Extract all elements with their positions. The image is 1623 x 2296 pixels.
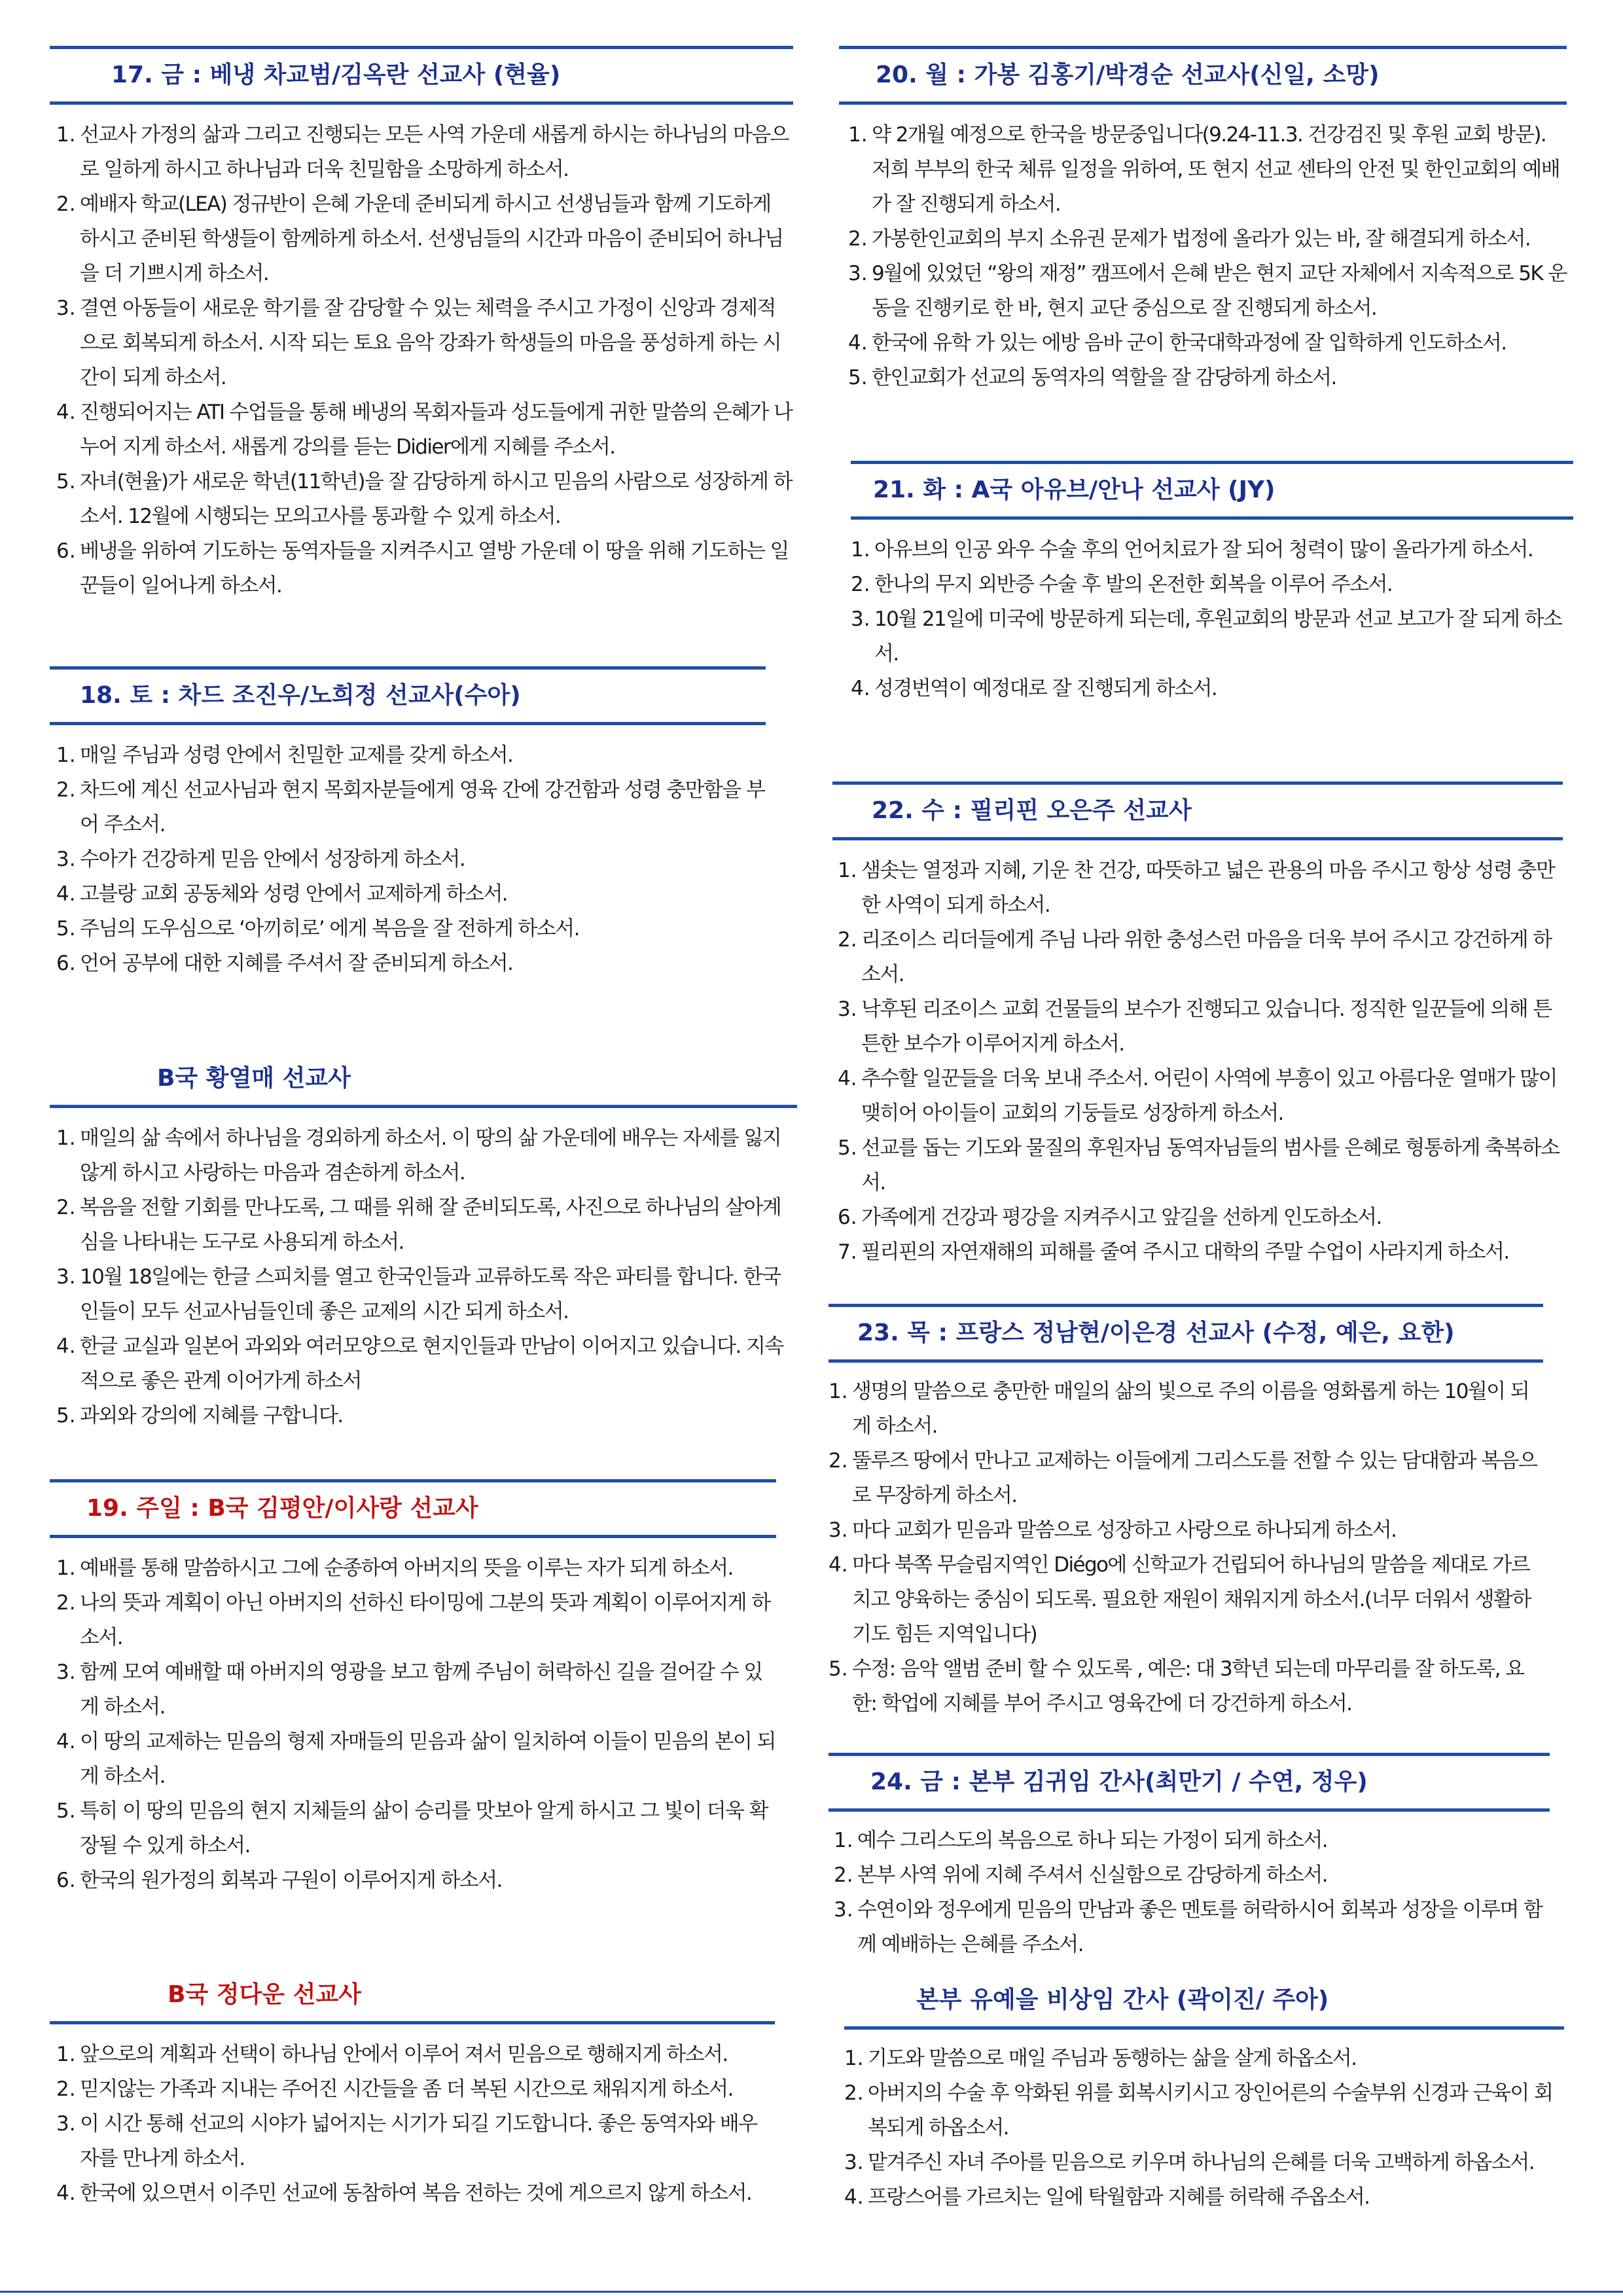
item-text: 한나의 무지 외반증 수술 후 발의 온전한 회복을 이루어 주소서. bbox=[874, 573, 1393, 596]
item-number: 2. bbox=[834, 1863, 853, 1887]
prayer-item bbox=[56, 118, 793, 187]
item-number: 5. bbox=[838, 1136, 857, 1160]
item-number: 1. bbox=[56, 123, 76, 147]
item-text: 10월 21일에 미국에 방문하게 되는데, 후원교회의 방문과 선교 보고가 잘 되게 하소서. bbox=[874, 607, 1562, 666]
item-number: 3. bbox=[844, 2151, 864, 2174]
item-text: 매일의 삶 속에서 하나님을 경외하게 하소서. 이 땅의 삶 가운데에 배우는 자세를 잃지 않게 하시고 사랑하는 마음과 겸손하게 하소서. bbox=[80, 1126, 781, 1185]
item-number: 4. bbox=[56, 1335, 76, 1358]
item-text: 추수할 일꾼들을 더욱 보내 주소서. 어린이 사역에 부흥이 있고 아름다운 열매가 많이 맺히어 아이들이 교회의 기둥들로 성장하게 하소서. bbox=[861, 1067, 1557, 1125]
item-number: 1. bbox=[56, 2043, 76, 2066]
prayer-item bbox=[838, 992, 1563, 1062]
item-number: 5. bbox=[56, 917, 76, 941]
item-number: 1. bbox=[844, 2047, 864, 2070]
item-number: 1. bbox=[56, 1556, 76, 1580]
item-text: 아버지의 수술 후 악화된 위를 회복시키시고 장인어른의 수술부위 신경과 근육이 회복되게 하옵소서. bbox=[868, 2081, 1553, 2140]
prayer-list bbox=[829, 1374, 1543, 1721]
item-number: 1. bbox=[851, 538, 870, 562]
section-24-headquarters-kim bbox=[829, 1753, 1550, 1962]
section-bottom-rule bbox=[851, 516, 1573, 520]
prayer-list bbox=[50, 1121, 797, 1433]
section-title: 18. 토 : 차드 조진우/노희정 선교사(수아) bbox=[80, 682, 521, 709]
item-text: 베냉을 위하여 기도하는 동역자들을 지켜주시고 열방 가운데 이 땅을 위해 기도하는 일꾼들이 일어나게 하소서. bbox=[80, 539, 789, 598]
section-title: 17. 금 : 베냉 차교범/김옥란 선교사 (현율) bbox=[111, 62, 561, 88]
prayer-item bbox=[56, 1863, 776, 1898]
item-number: 3. bbox=[838, 997, 857, 1021]
item-text: 가봉한인교회의 부지 소유권 문제가 법정에 올라가 있는 바, 잘 해결되게 하소서. bbox=[872, 227, 1531, 251]
item-number: 6. bbox=[56, 539, 76, 563]
item-number: 4. bbox=[838, 1067, 857, 1090]
prayer-list bbox=[832, 853, 1563, 1270]
item-text: 한인교회가 선교의 동역자의 역할을 잘 감당하게 하소서. bbox=[872, 366, 1336, 389]
prayer-item bbox=[56, 738, 766, 773]
prayer-item bbox=[848, 257, 1567, 326]
section-headquarters-yu bbox=[844, 1974, 1564, 2215]
prayer-item bbox=[56, 1551, 776, 1586]
section-bottom-rule bbox=[839, 101, 1567, 105]
prayer-item bbox=[56, 465, 793, 534]
item-text: 주님의 도우심으로 ‘아끼히로’ 에게 복음을 잘 전하게 하소서. bbox=[80, 917, 579, 941]
item-number: 2. bbox=[56, 778, 76, 802]
item-number: 2. bbox=[56, 1196, 76, 1219]
prayer-item bbox=[56, 1121, 797, 1191]
section-bottom-rule bbox=[50, 1105, 797, 1108]
section-title: 23. 목 : 프랑스 정남현/이은경 선교사 (수정, 예은, 요한) bbox=[857, 1319, 1455, 1346]
prayer-item bbox=[829, 1652, 1543, 1721]
item-text: 마다 교회가 믿음과 말씀으로 성장하고 사랑으로 하나되게 하소서. bbox=[852, 1518, 1397, 1542]
item-number: 4. bbox=[56, 2181, 76, 2205]
prayer-item bbox=[56, 2037, 775, 2072]
item-number: 2. bbox=[829, 1449, 848, 1473]
prayer-item bbox=[834, 1893, 1550, 1962]
prayer-list bbox=[50, 2037, 775, 2211]
item-text: 매일 주님과 성령 안에서 친밀한 교제를 갖게 하소서. bbox=[80, 744, 513, 767]
prayer-list bbox=[839, 118, 1567, 395]
section-bottom-rule bbox=[50, 722, 766, 725]
item-text: 맡겨주신 자녀 주아를 믿음으로 키우며 하나님의 은혜를 더욱 고백하게 하옵소서. bbox=[868, 2151, 1534, 2174]
item-text: 선교를 돕는 기도와 물질의 후원자님 동역자님들의 범사를 은혜로 형통하게 축복하소서. bbox=[861, 1136, 1560, 1194]
item-number: 4. bbox=[851, 677, 870, 700]
item-number: 3. bbox=[834, 1898, 853, 1922]
item-number: 2. bbox=[851, 573, 870, 596]
item-number: 5. bbox=[829, 1657, 848, 1681]
page-bottom-rule bbox=[0, 2291, 1623, 2293]
section-title: 22. 수 : 필리핀 오은주 선교사 bbox=[872, 797, 1192, 824]
item-number: 4. bbox=[56, 401, 76, 424]
item-number: 1. bbox=[848, 123, 868, 147]
item-text: 이 땅의 교제하는 믿음의 형제 자매들의 믿음과 삶이 일치하여 이들이 믿음의 본이 되게 하소서. bbox=[80, 1730, 776, 1788]
section-18-chad bbox=[50, 666, 766, 981]
item-number: 6. bbox=[56, 1869, 76, 1892]
section-bottom-rule bbox=[844, 2026, 1564, 2030]
prayer-item bbox=[56, 912, 766, 946]
item-text: 본부 사역 위에 지혜 주셔서 신실함으로 감당하게 하소서. bbox=[857, 1863, 1327, 1887]
section-title: 24. 금 : 본부 김귀임 간사(최만기 / 수연, 정우) bbox=[870, 1768, 1368, 1795]
item-number: 2. bbox=[56, 1591, 76, 1615]
prayer-item bbox=[851, 672, 1573, 706]
item-number: 6. bbox=[56, 952, 76, 975]
item-text: 수아가 건강하게 믿음 안에서 성장하게 하소서. bbox=[80, 848, 465, 871]
section-bottom-rule bbox=[50, 2021, 775, 2024]
item-text: 자녀(현율)가 새로운 학년(11학년)을 잘 감당하게 하시고 믿음의 사람으로 성장하게 하소서. 12월에 시행되는 모의고사를 통과할 수 있게 하소서. bbox=[80, 470, 792, 528]
prayer-item bbox=[829, 1548, 1543, 1652]
prayer-item bbox=[844, 2145, 1564, 2180]
item-number: 3. bbox=[829, 1518, 848, 1542]
item-text: 수연이와 정우에게 믿음의 만남과 좋은 멘토를 허락하시어 회복과 성장을 이루며 함께 예배하는 은혜를 주소서. bbox=[857, 1898, 1543, 1956]
prayer-item bbox=[56, 877, 766, 912]
item-number: 2. bbox=[56, 192, 76, 216]
prayer-item bbox=[848, 361, 1567, 395]
item-text: 예배를 통해 말씀하시고 그에 순종하여 아버지의 뜻을 이루는 자가 되게 하소서. bbox=[80, 1556, 733, 1580]
prayer-list bbox=[844, 2041, 1564, 2215]
prayer-item bbox=[56, 2107, 775, 2176]
item-number: 4. bbox=[56, 882, 76, 906]
item-number: 3. bbox=[56, 1660, 76, 1684]
item-number: 4. bbox=[829, 1553, 848, 1577]
item-text: 특히 이 땅의 믿음의 현지 지체들의 삶이 승리를 맛보아 알게 하시고 그 빛이 더욱 확장될 수 있게 하소서. bbox=[80, 1799, 768, 1857]
item-number: 2. bbox=[844, 2081, 864, 2105]
item-number: 2. bbox=[848, 227, 868, 251]
prayer-item bbox=[834, 1858, 1550, 1893]
section-19-b-country-kim bbox=[50, 1479, 776, 1898]
item-number: 2. bbox=[56, 2077, 76, 2101]
item-text: 이 시간 통해 선교의 시야가 넓어지는 시기가 되길 기도합니다. 좋은 동역자와 배우자를 만나게 하소서. bbox=[80, 2112, 757, 2170]
item-text: 리조이스 리더들에게 주님 나라 위한 충성스런 마음을 더욱 부어 주시고 강건하게 하소서. bbox=[861, 928, 1552, 986]
item-text: 9월에 있었던 “왕의 재정” 캠프에서 은혜 받은 현지 교단 자체에서 지속적으로 5K 운동을 진행키로 한 바, 현지 교단 중심으로 잘 진행되게 하소서. bbox=[872, 262, 1567, 320]
section-bottom-rule bbox=[50, 101, 793, 105]
prayer-item bbox=[829, 1513, 1543, 1548]
prayer-list bbox=[851, 533, 1573, 706]
prayer-item bbox=[844, 2041, 1564, 2076]
item-text: 아유브의 인공 와우 수술 후의 언어치료가 잘 되어 청력이 많이 올라가게 하소서. bbox=[874, 538, 1533, 562]
item-text: 복음을 전할 기회를 만나도록, 그 때를 위해 잘 준비되도록, 사진으로 하나님의 살아계심을 나타내는 도구로 사용되게 하소서. bbox=[80, 1196, 781, 1254]
item-text: 앞으로의 계획과 선택이 하나님 안에서 이루어 져서 믿음으로 행해지게 하소서. bbox=[80, 2043, 728, 2066]
section-20-gabon bbox=[839, 46, 1567, 395]
item-text: 뚤루즈 땅에서 만나고 교제하는 이들에게 그리스도를 전할 수 있는 담대함과 복음으로 무장하게 하소서. bbox=[852, 1449, 1537, 1507]
item-number: 4. bbox=[848, 331, 868, 355]
item-text: 수정: 음악 앨범 준비 할 수 있도록 , 예은: 대 3학년 되는데 마무리를 잘 하도록, 요한: 학업에 지혜를 부어 주시고 영육간에 더 강건하게 하소서. bbox=[852, 1657, 1524, 1715]
item-number: 5. bbox=[56, 1799, 76, 1823]
item-text: 낙후된 리조이스 교회 건물들의 보수가 진행되고 있습니다. 정직한 일꾼들에 의해 튼튼한 보수가 이루어지게 하소서. bbox=[861, 997, 1552, 1056]
prayer-item bbox=[848, 118, 1567, 222]
prayer-item bbox=[851, 533, 1573, 567]
prayer-item bbox=[838, 1131, 1563, 1200]
item-number: 5. bbox=[56, 1404, 76, 1427]
item-number: 3. bbox=[56, 848, 76, 871]
item-text: 언어 공부에 대한 지혜를 주셔서 잘 준비되게 하소서. bbox=[80, 952, 513, 975]
prayer-item bbox=[56, 534, 793, 603]
item-number: 3. bbox=[848, 262, 868, 285]
section-b-country-hwang bbox=[50, 1052, 797, 1433]
prayer-item bbox=[56, 946, 766, 981]
prayer-item bbox=[56, 1725, 776, 1794]
prayer-item bbox=[844, 2180, 1564, 2215]
item-text: 결연 아동들이 새로운 학기를 잘 감당할 수 있는 체력을 주시고 가정이 신앙과 경제적으로 회복되게 하소서. 시작 되는 토요 음악 강좌가 학생들의 마음을 풍성하게 하는 시간이 되게 하소서. bbox=[80, 296, 781, 389]
section-title: 20. 월 : 가봉 김홍기/박경순 선교사(신일, 소망) bbox=[876, 62, 1380, 88]
item-number: 7. bbox=[838, 1240, 857, 1264]
item-text: 선교사 가정의 삶과 그리고 진행되는 모든 사역 가운데 새롭게 하시는 하나님의 마음으로 일하게 하시고 하나님과 더욱 친밀함을 소망하게 하소서. bbox=[80, 123, 789, 181]
item-number: 1. bbox=[56, 744, 76, 767]
item-number: 5. bbox=[56, 470, 76, 493]
prayer-item bbox=[56, 1794, 776, 1863]
item-text: 가족에게 건강과 평강을 지켜주시고 앞길을 선하게 인도하소서. bbox=[861, 1206, 1382, 1229]
prayer-item bbox=[851, 602, 1573, 672]
prayer-item bbox=[56, 842, 766, 877]
item-number: 1. bbox=[829, 1380, 848, 1403]
item-number: 5. bbox=[848, 366, 868, 389]
item-text: 나의 뜻과 계획이 아닌 아버지의 선하신 타이밍에 그분의 뜻과 계획이 이루어지게 하소서. bbox=[80, 1591, 770, 1649]
item-text: 한국의 원가정의 회복과 구원이 이루어지게 하소서. bbox=[80, 1869, 502, 1892]
prayer-item bbox=[56, 1399, 797, 1433]
prayer-list bbox=[50, 738, 766, 981]
prayer-item bbox=[851, 567, 1573, 602]
prayer-list bbox=[50, 1551, 776, 1898]
item-text: 예배자 학교(LEA) 정규반이 은혜 가운데 준비되게 하시고 선생님들과 함께 기도하게 하시고 준비된 학생들이 함께하게 하소서. 선생님들의 시간과 마음이 준비되어 하나님을 더 기쁘시게 하소서. bbox=[80, 192, 783, 285]
section-23-france bbox=[829, 1304, 1543, 1721]
item-text: 예수 그리스도의 복음으로 하나 되는 가정이 되게 하소서. bbox=[857, 1829, 1327, 1852]
item-text: 한국에 유학 가 있는 에방 음바 군이 한국대학과정에 잘 입학하게 인도하소서. bbox=[872, 331, 1507, 355]
prayer-item bbox=[838, 853, 1563, 923]
section-title: 21. 화 : A국 아유브/안나 선교사 (JY) bbox=[873, 476, 1275, 503]
item-text: 프랑스어를 가르치는 일에 탁월함과 지혜를 허락해 주옵소서. bbox=[868, 2185, 1370, 2209]
item-text: 필리핀의 자연재해의 피해를 줄여 주시고 대학의 주말 수업이 사라지게 하소서. bbox=[861, 1240, 1509, 1264]
prayer-list bbox=[829, 1823, 1550, 1962]
section-bottom-rule bbox=[829, 1359, 1543, 1363]
section-b-country-jeong bbox=[50, 1969, 775, 2211]
item-text: 생명의 말씀으로 충만한 매일의 삶의 빛으로 주의 이름을 영화롭게 하는 10월이 되게 하소서. bbox=[852, 1380, 1529, 1438]
prayer-item bbox=[56, 1329, 797, 1399]
item-text: 한글 교실과 일본어 과외와 여러모양으로 현지인들과 만남이 이어지고 있습니다. 지속적으로 좋은 관계 이어가게 하소서 bbox=[80, 1335, 783, 1393]
item-number: 3. bbox=[56, 1265, 76, 1289]
section-21-a-country bbox=[851, 461, 1573, 706]
item-text: 샘솟는 열정과 지혜, 기운 찬 건강, 따뜻하고 넓은 관용의 마음 주시고 항상 성령 충만한 사역이 되게 하소서. bbox=[861, 859, 1555, 917]
item-number: 1. bbox=[56, 1126, 76, 1150]
item-number: 1. bbox=[834, 1829, 853, 1852]
prayer-item bbox=[56, 1191, 797, 1260]
item-text: 진행되어지는 ATI 수업들을 통해 베냉의 목회자들과 성도들에게 귀한 말씀의 은혜가 나누어 지게 하소서. 새롭게 강의를 듣는 Didier에게 지혜를 주소서. bbox=[80, 401, 793, 459]
item-text: 성경번역이 예정대로 잘 진행되게 하소서. bbox=[874, 677, 1217, 700]
prayer-item bbox=[838, 923, 1563, 992]
prayer-item bbox=[56, 773, 766, 842]
prayer-item bbox=[56, 395, 793, 465]
item-text: 믿지않는 가족과 지내는 주어진 시간들을 좀 더 복된 시간으로 채워지게 하소서. bbox=[80, 2077, 733, 2101]
item-number: 6. bbox=[838, 1206, 857, 1229]
item-text: 차드에 계신 선교사님과 현지 목회자분들에게 영육 간에 강건함과 성령 충만함을 부어 주소서. bbox=[80, 778, 765, 836]
item-number: 3. bbox=[56, 296, 76, 320]
item-number: 1. bbox=[838, 859, 857, 882]
item-number: 3. bbox=[851, 607, 870, 631]
section-title: B국 정다운 선교사 bbox=[168, 1981, 361, 2008]
section-title: B국 황열매 선교사 bbox=[157, 1065, 351, 1092]
prayer-item bbox=[838, 1200, 1563, 1235]
item-number: 4. bbox=[56, 1730, 76, 1753]
prayer-item bbox=[56, 187, 793, 291]
item-text: 함께 모여 예배할 때 아버지의 영광을 보고 함께 주님이 허락하신 길을 걸어갈 수 있게 하소서. bbox=[80, 1660, 762, 1719]
prayer-item bbox=[56, 1586, 776, 1655]
item-text: 10월 18일에는 한글 스피치를 열고 한국인들과 교류하도록 작은 파티를 합니다. 한국인들이 모두 선교사님들인데 좋은 교제의 시간 되게 하소서. bbox=[80, 1265, 781, 1323]
prayer-item bbox=[56, 291, 793, 395]
prayer-item bbox=[56, 2072, 775, 2107]
item-text: 고블랑 교회 공동체와 성령 안에서 교제하게 하소서. bbox=[80, 882, 508, 906]
section-bottom-rule bbox=[50, 1535, 776, 1538]
prayer-item bbox=[844, 2076, 1564, 2145]
prayer-item bbox=[56, 1260, 797, 1329]
item-number: 4. bbox=[844, 2185, 864, 2209]
section-bottom-rule bbox=[829, 1808, 1550, 1812]
item-text: 기도와 말씀으로 매일 주님과 동행하는 삶을 살게 하옵소서. bbox=[868, 2047, 1357, 2070]
prayer-item bbox=[829, 1374, 1543, 1444]
section-title: 본부 유예을 비상임 간사 (곽이진/ 주아) bbox=[916, 1986, 1329, 2013]
prayer-item bbox=[848, 222, 1567, 257]
section-title: 19. 주일 : B국 김평안/이사랑 선교사 bbox=[86, 1495, 478, 1522]
prayer-item bbox=[838, 1235, 1563, 1270]
prayer-item bbox=[838, 1062, 1563, 1131]
prayer-item bbox=[829, 1444, 1543, 1513]
item-number: 3. bbox=[56, 2112, 76, 2136]
prayer-item bbox=[834, 1823, 1550, 1858]
item-text: 약 2개월 예정으로 한국을 방문중입니다(9.24-11.3. 건강검진 및 후원 교회 방문). 저희 부부의 한국 체류 일정을 위하여, 또 현지 선교 센타의 안전 및 한인교회의 예배가 잘 진행되게 하소서. bbox=[872, 123, 1560, 216]
item-text: 마다 북쪽 무슬림지역인 Diégo에 신학교가 건립되어 하나님의 말씀을 제대로 가르치고 양육하는 중심이 되도록. 필요한 재원이 채워지게 하소서.(너무 더워서 생활하기도 힘든 지역입니다) bbox=[852, 1553, 1531, 1646]
item-number: 2. bbox=[838, 928, 857, 952]
section-bottom-rule bbox=[832, 837, 1563, 840]
section-22-philippines bbox=[832, 781, 1563, 1270]
prayer-item bbox=[56, 2176, 775, 2211]
prayer-item bbox=[848, 326, 1567, 361]
item-text: 과외와 강의에 지혜를 구합니다. bbox=[80, 1404, 343, 1427]
item-text: 한국에 있으면서 이주민 선교에 동참하여 복음 전하는 것에 게으르지 않게 하소서. bbox=[80, 2181, 752, 2205]
section-17-benin bbox=[50, 46, 793, 603]
prayer-list bbox=[50, 118, 793, 603]
prayer-item bbox=[56, 1655, 776, 1725]
